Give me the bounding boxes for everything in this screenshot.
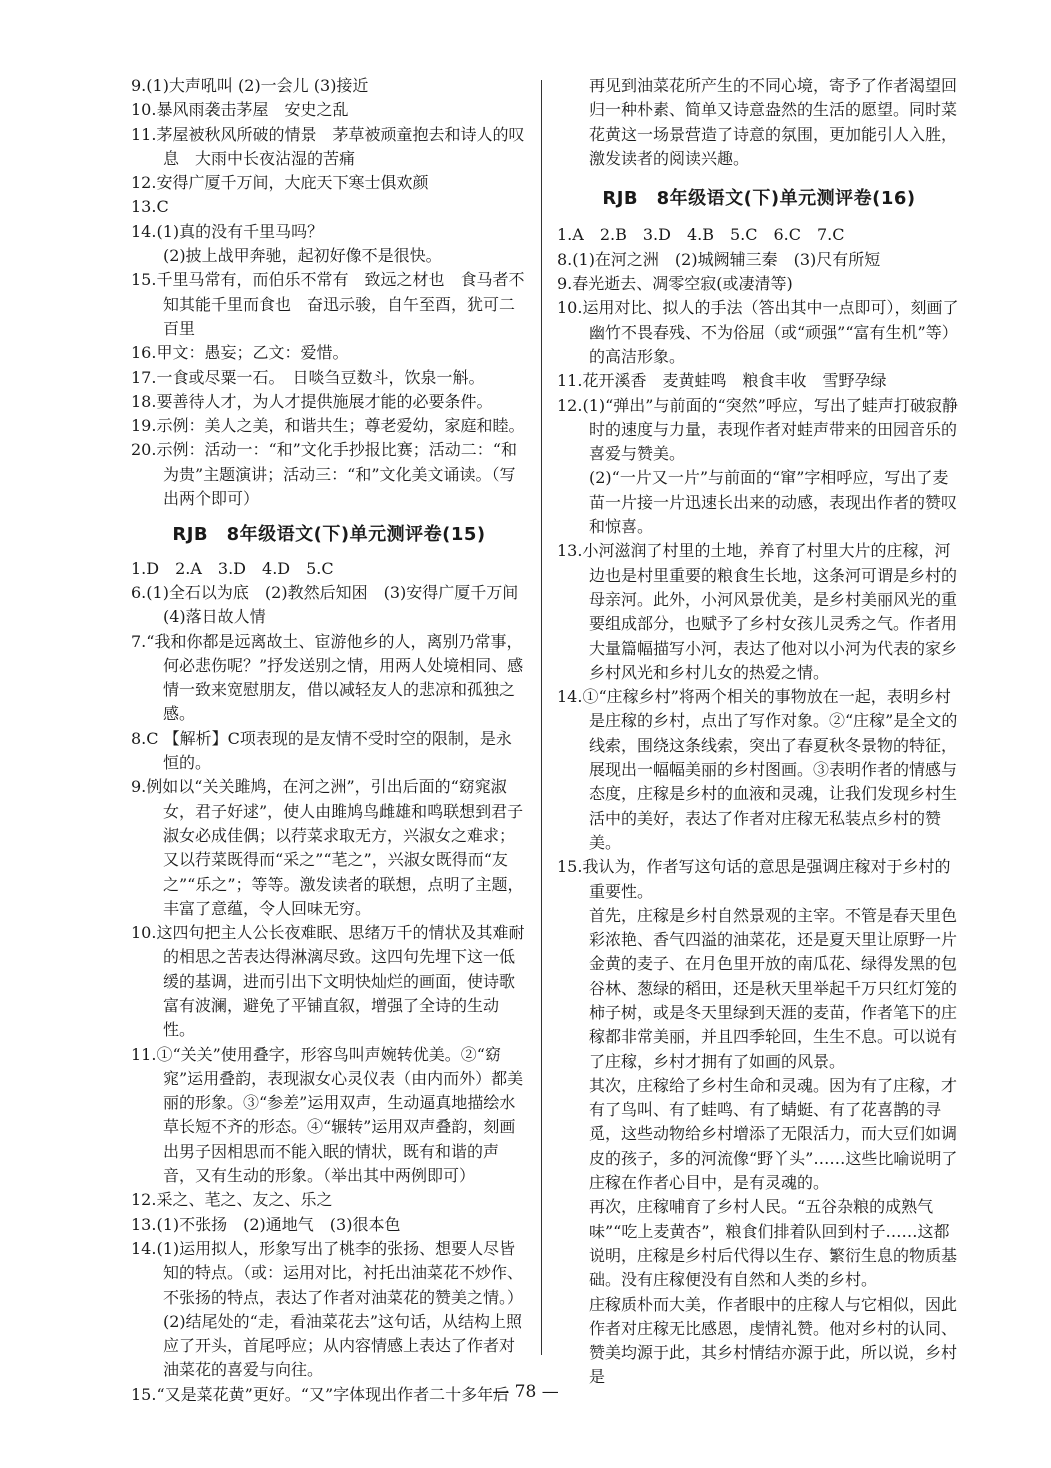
answer-continuation: (2)披上战甲奔驰，起初好像不是很快。 [163,246,442,266]
answer-item: 6.(1)全石以为底 (2)教然后知困 (3)安得广厦千万间 (4)落日故人情 [131,582,535,627]
answer-continuation: (2)结尾处的“走，看油菜花去”这句话，从结构上照应了开头，首尾呼应；从内容情感上表达了作者对油菜花的喜爱与向往。 [163,1311,523,1380]
answer-item: 14.①“庄稼乡村”将两个相关的事物放在一起，表明乡村是庄稼的乡村，点出了写作对象。②“庄稼”是全文的线索，围绕这条线索，突出了春夏秋冬景物的特征，展现出一幅幅美丽的乡村图画。③表明作者的情感与态度，庄稼是乡村的血液和灵魂，让我们发现乡村生活中的美好，表达了作者对庄稼无私装点乡村的赞美。 [557,687,958,852]
answer-paragraph: 再次，庄稼哺育了乡村人民。“五谷杂粮的成熟气味”“吃上麦黄杏”，粮食们排着队回到村子……这都说明，庄稼是乡村后代得以生存、繁衍生息的物质基础。没有庄稼便没有自然和人类的乡村。 [589,1197,958,1290]
section-heading-15: RJB 8年级语文(下)单元测评卷(15) [172,524,486,546]
left-column [131,74,535,1407]
answer-item: 12.安得广厦千万间，大庇天下寒士俱欢颜 [131,173,429,193]
answer-item: 11.茅屋被秋风所破的情景 茅草被顽童抱去和诗人的叹息 大雨中长夜沾湿的苦痛 [131,124,525,168]
answer-item: 14.(1)运用拟人，形象写出了桃李的张扬、想要人尽皆知的特点。（或：运用对比，衬托出油菜花不炒作、不张扬的特点，表达了作者对油菜花的赞美之情。） [131,1238,524,1307]
column-divider [541,80,542,1355]
answer-item: 9.(1)大声吼叫 (2)一会儿 (3)接近 [131,76,369,95]
answer-item: 9.例如以“关关雎鸠，在河之洲”，引出后面的“窈窕淑女，君子好逑”，使人由雎鸠鸟雌雄和鸣联想到君子淑女必成佳偶；以荇菜求取无方，兴淑女之难求；又以荇菜既得而“采之”“芼之”，兴淑女既得而“友之”“乐之”；等等。激发读者的联想，点明了主题，丰富了意蕴，令人回味无穷。 [131,777,524,918]
page-number: — 78 — [492,1382,559,1402]
answer-item: 11.①“关关”使用叠字，形容鸟叫声婉转优美。②“窈窕”运用叠韵，表现淑女心灵仪表（由内而外）都美丽的形象。③“参差”运用双声，生动逼真地描绘水草长短不齐的形态。④“辗转”运用双声叠韵，刻画出男子因相思而不能入眠的情状，既有和谐的声音，又有生动的形象。（举出其中两例即可） [131,1044,524,1186]
answer-item: 17.一食或尽粟一石。 日啖刍豆数斗，饮泉一斛。 [131,367,485,387]
answer-paragraph: 首先，庄稼是乡村自然景观的主宰。不管是春天里色彩浓艳、香气四溢的油菜花，还是夏天里让原野一片金黄的麦子、在月色里开放的南瓜花、绿得发黑的包谷林、葱绿的稻田，还是秋天里举起千万只红灯笼的柿子树，或是冬天里绿到天涯的麦苗，作者笔下的庄稼都非常美丽，并且四季轮回，生生不息。可以说有了庄稼，乡村才拥有了如画的风景。 [589,905,958,1071]
answer-continuation: 再见到油菜花所产生的不同心境，寄予了作者渴望回归一种朴素、简单又诗意盎然的生活的愿望。同时菜花黄这一场景营造了诗意的氛围，更加能引人入胜，激发读者的阅读兴趣。 [589,76,958,168]
answer-item: 1.D 2.A 3.D 4.D 5.C [131,558,334,578]
answer-item: 14.(1)真的没有千里马吗？ [131,221,324,241]
answer-item: 8.C 【解析】C项表现的是友情不受时空的限制，是永恒的。 [131,728,512,773]
answer-item: 12.(1)“弹出”与前面的“突然”呼应，写出了蛙声打破寂静时的速度与力量，表现作者对蛙声带来的田园音乐的喜爱与赞美。 [557,395,958,464]
answer-item: 19.示例：美人之美，和谐共生；尊老爱幼，家庭和睦。 [131,416,525,436]
answer-item: 15.“又是菜花黄”更好。“又”字体现出作者二十多年后 [131,1384,510,1404]
answer-item: 16.甲文：愚妄；乙文：爱惜。 [131,343,349,363]
right-column [557,74,961,1390]
answer-item: 18.要善待人才，为人才提供施展才能的必要条件。 [131,391,493,411]
answer-item: 9.春光逝去、凋零空寂(或凄清等) [557,274,793,294]
answer-item: 15.千里马常有，而伯乐不常有 致远之材也 食马者不知其能千里而食也 奋迅示骏，自午至酉，犹可二百里 [131,270,525,338]
answer-item: 10.暴风雨袭击茅屋 安史之乱 [131,100,349,120]
answer-item: 11.花开溪香 麦黄蛙鸣 粮食丰收 雪野孕绿 [557,371,887,391]
section-heading-16: RJB 8年级语文(下)单元测评卷(16) [602,188,916,210]
answer-item: 10.这四句把主人公长夜难眠、思绪万千的情状及其难耐的相思之苦表达得淋漓尽致。这四句先埋下这一低缓的基调，进而引出下文明快灿烂的画面，使诗歌富有波澜，避免了平铺直叙，增强了全诗的生动性。 [131,923,525,1040]
answer-item: 7.“我和你都是远离故土、宦游他乡的人，离别乃常事，何必悲伤呢？”抒发送别之情，用两人处境相同、感情一致来宽慰朋友，借以减轻友人的悲凉和孤独之感。 [131,631,524,724]
answer-item: 12.采之、芼之、友之、乐之 [131,1190,333,1210]
answer-paragraph: 庄稼质朴而大美，作者眼中的庄稼人与它相似，因此作者对庄稼无比感恩，虔情礼赞。他对乡村的认同、赞美均源于此，其乡村情结亦源于此，所以说，乡村是 [589,1294,958,1387]
answer-item: 15.我认为，作者写这句话的意思是强调庄稼对于乡村的重要性。 [557,857,951,901]
answer-item: 8.(1)在河之洲 (2)城阙辅三秦 (3)尺有所短 [557,249,881,269]
answer-paragraph: 其次，庄稼给了乡村生命和灵魂。因为有了庄稼，才有了鸟叫、有了蛙鸣、有了蜻蜓、有了花喜鹊的寻觅，这些动物给乡村增添了无限活力，而大豆们如调皮的孩子，多的河流像“野丫头”……这些比喻说明了庄稼在作者心目中，是有灵魂的。 [589,1075,958,1193]
answer-item: 13.C [131,197,169,217]
answer-item: 13.小河滋润了村里的土地，养育了村里大片的庄稼，河边也是村里重要的粮食生长地，这条河可谓是乡村的母亲河。此外，小河风景优美，是乡村美丽风光的重要组成部分，也赋予了乡村女孩儿灵秀之气。作者用大量篇幅描写小河，表达了他对以小河为代表的家乡乡村风光和乡村儿女的热爱之情。 [557,541,958,682]
answer-item: 1.A 2.B 3.D 4.B 5.C 6.C 7.C [557,225,845,245]
answer-item: 20.示例：活动一：“和”文化手抄报比赛；活动二：“和为贵”主题演讲；活动三：“和”文化美文诵读。（写出两个即可） [131,440,517,509]
answer-item: 10.运用对比、拟人的手法（答出其中一点即可），刻画了幽竹不畏春残、不为俗屈（或“顽强”“富有生机”等）的高洁形象。 [557,298,959,366]
answer-item: 13.(1)不张扬 (2)通地气 (3)很本色 [131,1214,401,1234]
answer-continuation: (2)“一片又一片”与前面的“窜”字相呼应，写出了麦苗一片接一片迅速长出来的动感，表现出作者的赞叹和惊喜。 [589,468,958,537]
